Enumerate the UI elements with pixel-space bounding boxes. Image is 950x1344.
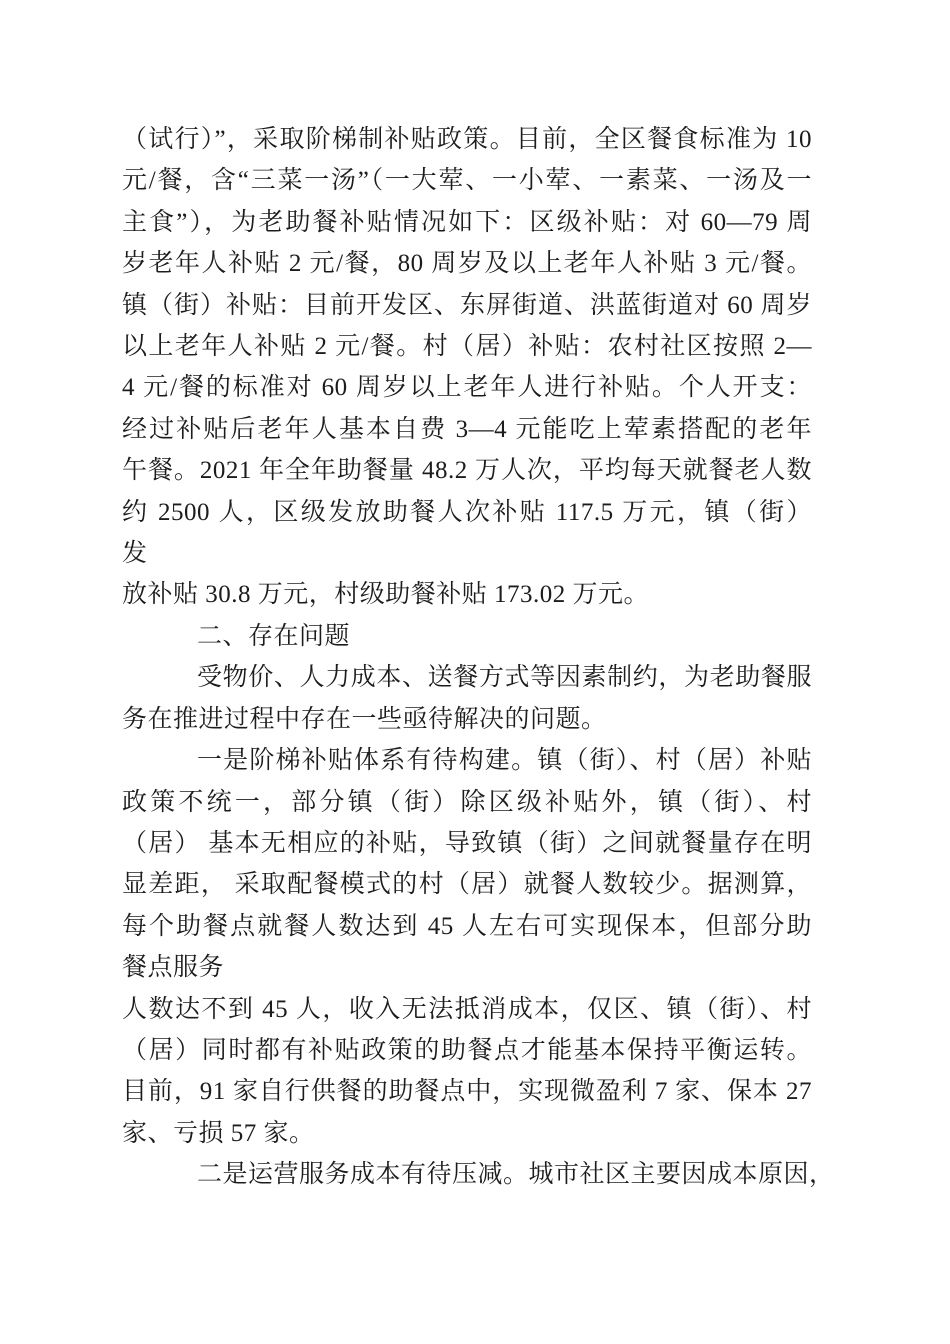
text-line: （试行）”，采取阶梯制补贴政策。目前，全区餐食标准为 10	[122, 126, 812, 153]
text-line: 约 2500 人，区级发放助餐人次补贴 117.5 万元，镇（街）	[122, 498, 812, 526]
text-line: 二是运营服务成本有待压减。城市社区主要因成本原因，	[197, 1161, 835, 1189]
text-line: 岁老年人补贴 2 元/餐，80 周岁及以上老年人补贴 3 元/餐。	[122, 250, 812, 278]
text-line: 人数达不到 45 人，收入无法抵消成本，仅区、镇（街）、村	[122, 995, 812, 1023]
text-line: 午餐。2021 年全年助餐量 48.2 万人次，平均每天就餐老人数	[122, 457, 812, 485]
text-line: 每个助餐点就餐人数达到 45 人左右可实现保本，但部分助	[122, 912, 812, 940]
text-line: 目前，91 家自行供餐的助餐点中，实现微盈利 7 家、保本 27	[122, 1078, 812, 1106]
text-line: 一是阶梯补贴体系有待构建。镇（街）、村（居）补贴	[197, 747, 812, 775]
text-line: 餐点服务	[122, 954, 225, 982]
text-line: 镇（街）补贴：目前开发区、东屏街道、洪蓝街道对 60 周岁	[122, 291, 812, 319]
text-line: 务在推进过程中存在一些亟待解决的问题。	[122, 705, 607, 733]
text-line: 显差距， 采取配餐模式的村（居）就餐人数较少。据测算，	[122, 871, 812, 899]
text-line: 元/餐，含“三菜一汤”（一大荤、一小荤、一素菜、一汤及一	[122, 167, 812, 195]
text-line: 家、亏损 57 家。	[122, 1119, 315, 1147]
text-line: 4 元/餐的标准对 60 周岁以上老年人进行补贴。个人开支：	[122, 374, 812, 402]
text-line: 经过补贴后老年人基本自费 3—4 元能吃上荤素搭配的老年	[122, 415, 812, 443]
section-heading: 二、存在问题	[197, 622, 351, 650]
text-line: 以上老年人补贴 2 元/餐。村（居）补贴：农村社区按照 2—	[122, 333, 812, 361]
text-line: 政策不统一，部分镇（街）除区级补贴外，镇（街）、村	[122, 788, 812, 816]
text-line: 主食”），为老助餐补贴情况如下：区级补贴：对 60—79 周	[122, 208, 812, 236]
text-line: 受物价、人力成本、送餐方式等因素制约，为老助餐服	[197, 664, 812, 692]
text-line: （居）同时都有补贴政策的助餐点才能基本保持平衡运转。	[122, 1036, 812, 1064]
text-line: 放补贴 30.8 万元，村级助餐补贴 173.02 万元。	[122, 581, 650, 609]
text-line: （居） 基本无相应的补贴，导致镇（街）之间就餐量存在明	[122, 829, 812, 857]
text-line: 发	[122, 540, 148, 568]
document-text-block	[122, 119, 835, 1196]
